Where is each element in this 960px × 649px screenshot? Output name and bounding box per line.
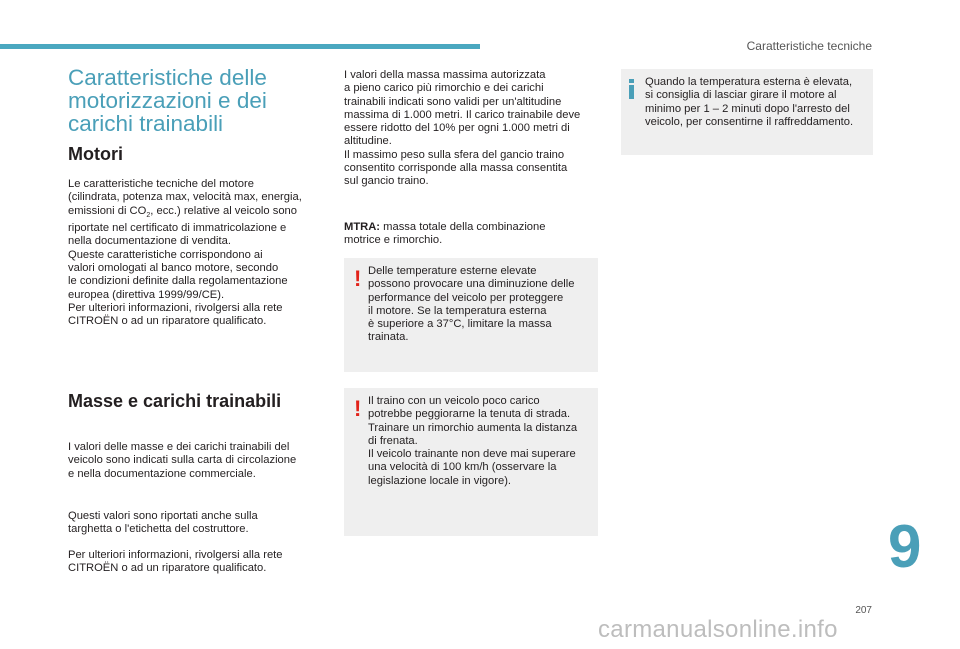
watermark: carmanualsonline.info xyxy=(598,616,838,643)
warning-icon: ! xyxy=(354,396,362,421)
warning-text-towing: Il traino con un veicolo poco carico potrebbe peggiorarne la tenuta di strada. Trainare un rimorchio aumenta la distanza di frenata. Il veicolo trainante non deve mai superare una velocità di 100 km/h (osservare la legislazione locale in vigore). xyxy=(368,395,578,487)
warning-text-temperature: Delle temperature esterne elevate possono provocare una diminuzione delle performance del veicolo per proteggere il motore. Se la temperatura esterna è superiore a 37°C, limitare la massa trainata. xyxy=(368,265,575,344)
section-header: Caratteristiche tecniche xyxy=(746,39,872,53)
mtra-term: MTRA: xyxy=(344,221,381,233)
altitude-paragraph: I valori della massa massima autorizzata a pieno carico più rimorchio e dei carichi trainabili indicati sono validi per un'altitudine massima di 1.000 metri. Il carico trainabile deve essere ridotto del 10% per ogni 1.000 metri di altitudine. Il massimo peso sulla sfera del gancio traino consentito corrisponde alla massa consentita sul gancio traino. xyxy=(344,69,581,188)
info-box-engine-cooling xyxy=(621,69,873,155)
page-title: Caratteristiche delle motorizzazioni e dei carichi trainabili xyxy=(68,65,267,136)
motori-text-b: , ecc.) relative al veicolo sono riportate nel certificato di immatricolazione e nella documentazione di vendita. Queste caratteristiche corrispondono ai valori omologati al banco motore, secondo le condizioni definite dalla regolamentazione europea (direttiva 1999/99/CE). Per ulteriori informazioni, rivolgersi alla rete CITROËN o ad un riparatore qualificato. xyxy=(68,204,297,328)
warning-box-temperature xyxy=(344,258,598,372)
chapter-number: 9 xyxy=(888,513,922,580)
heading-masse: Masse e carichi trainabili xyxy=(68,391,282,411)
header-accent-bar xyxy=(0,44,480,49)
warning-box-towing xyxy=(344,388,598,536)
info-text-cooling: Quando la temperatura esterna è elevata, si consiglia di lasciar girare il motore al minimo per 1 – 2 minuti dopo l'arresto del veicolo, per consentirne il raffreddamento. xyxy=(645,76,854,128)
mtra-definition xyxy=(344,221,602,248)
mtra-text: massa totale della combinazione motrice e rimorchio. xyxy=(344,221,546,247)
info-icon xyxy=(629,79,634,99)
motori-paragraph xyxy=(68,178,326,329)
warning-icon: ! xyxy=(354,266,362,291)
co2-subscript: 2 xyxy=(146,211,151,219)
masse-paragraph-2: Questi valori sono riportati anche sulla targhetta o l'etichetta del costruttore. xyxy=(68,510,258,536)
masse-paragraph-1: I valori delle masse e dei carichi trainabili del veicolo sono indicati sulla carta di circolazione e nella documentazione commerciale. xyxy=(68,441,297,480)
motori-text-a: Le caratteristiche tecniche del motore (cilindrata, potenza max, velocità max, energia, emissioni di CO xyxy=(68,178,302,217)
heading-motori: Motori xyxy=(68,144,123,164)
masse-paragraph-3: Per ulteriori informazioni, rivolgersi alla rete CITROËN o ad un riparatore qualificato. xyxy=(68,549,283,575)
page-number: 207 xyxy=(855,605,872,616)
